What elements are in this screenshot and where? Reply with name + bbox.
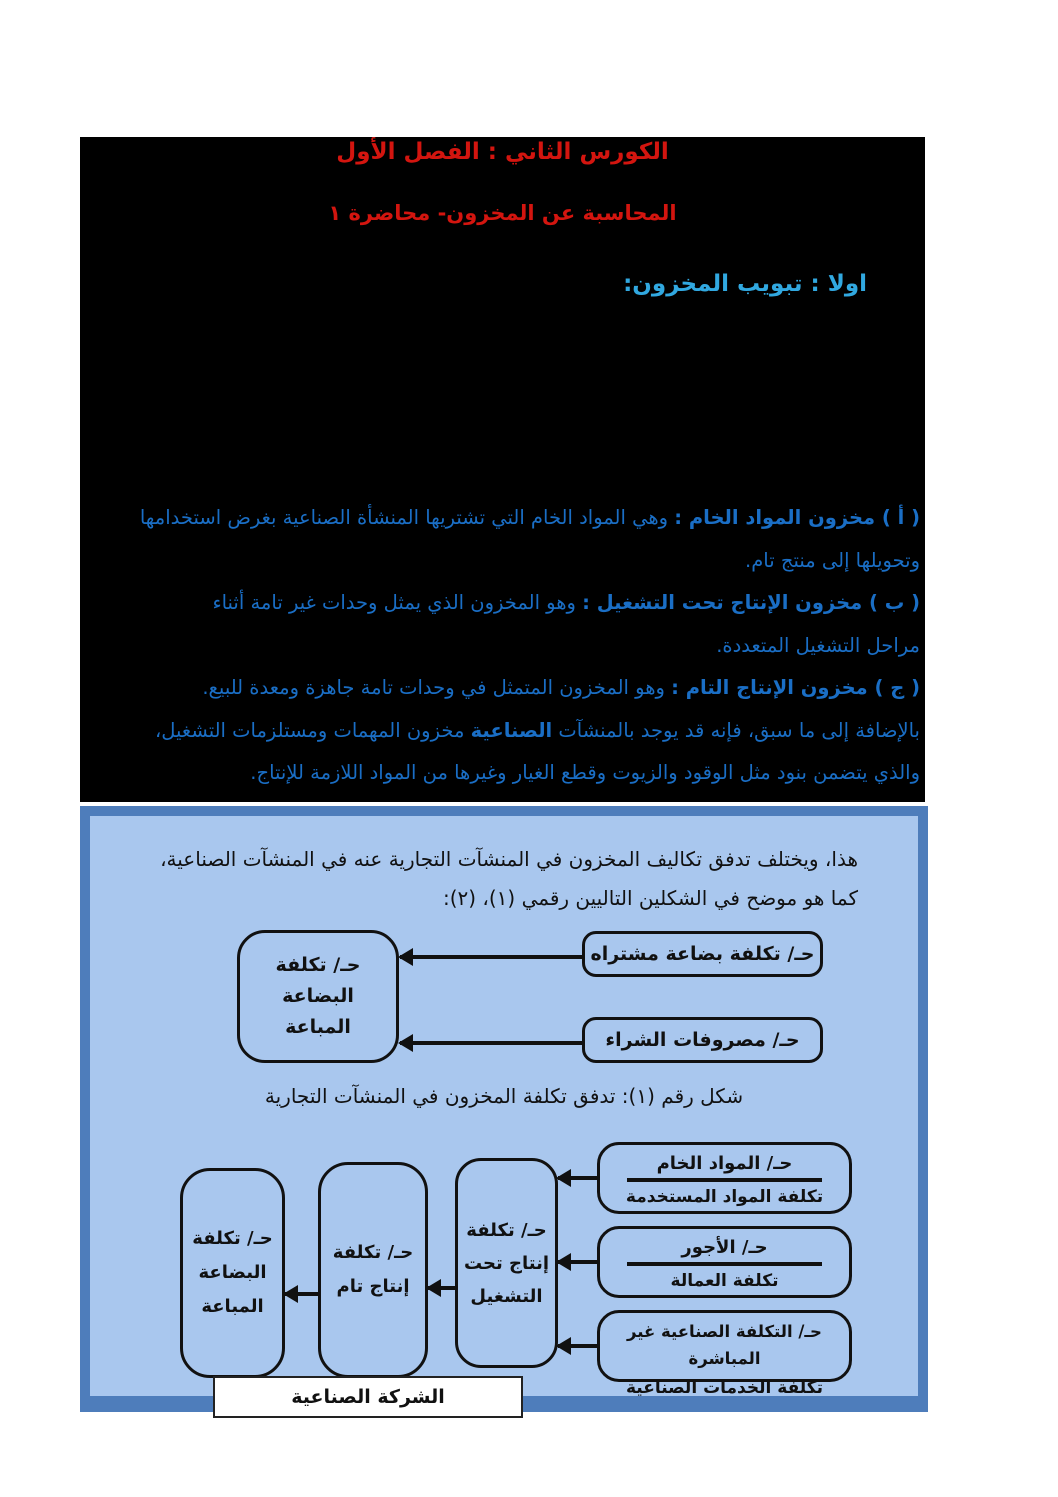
body-line: [94, 540, 920, 583]
body-line: [94, 497, 920, 540]
left-arrow-connector: [400, 955, 582, 959]
body-line-text: وتحويلها إلى منتج تام.: [745, 548, 920, 572]
body-line: [94, 752, 920, 795]
body-line-text: وهي المواد الخام التي تشتريها المنشأة الصناعية بغرض استخدامها: [139, 506, 675, 529]
body-line-text: والذي يتضمن بنود مثل الوقود والزيوت وقطع الغيار وغيرها من المواد اللازمة للإنتاج.: [250, 761, 920, 784]
panel-intro-line1: هذا، ويختلف تدفق تكاليف المخزون في المنشآت التجارية عنه في المنشآت الصناعية،: [160, 847, 858, 871]
panel-intro-paragraph: [130, 840, 858, 918]
fig1-purchased-goods-box: [582, 931, 823, 977]
fig2-wip-line3: التشغيل: [470, 1285, 543, 1307]
body-line-text: مراحل التشغيل المتعددة.: [716, 633, 920, 657]
course-title: الكورس الثاني : الفصل الأول: [336, 139, 669, 165]
section-heading: اولا : تبويب المخزون:: [623, 271, 867, 297]
fig1-caption: شكل رقم (١): تدفق تكلفة المخزون في المنشآت التجارية: [264, 1084, 744, 1108]
body-line-bold-lead: ( ج ) مخزون الإنتاج التام :: [671, 676, 920, 699]
left-arrow-connector: [558, 1344, 597, 1348]
body-line-text: بالإضافة إلى ما سبق، فإنه قد يوجد بالمنشآت: [552, 718, 920, 742]
body-line: [94, 582, 920, 625]
fig2-wages-title: حـ/ الأجور: [681, 1237, 768, 1258]
body-line-bold-lead: ( أ ) مخزون المواد الخام :: [674, 506, 920, 529]
body-line-bold-word: الصناعية: [470, 718, 553, 742]
fig2-wages-box: [597, 1226, 852, 1298]
black-text-section: [80, 137, 925, 802]
fig2-overhead-subtitle: تكلفة الخدمات الصناعية: [626, 1378, 824, 1398]
fig1-cogs-line1: حـ/ تكلفة البضاعة: [275, 954, 361, 1007]
fig2-raw-title: حـ/ المواد الخام: [656, 1153, 793, 1174]
industrial-company-label: الشركة الصناعية: [213, 1376, 523, 1418]
fig2-cost-of-goods-sold-box: [180, 1168, 285, 1378]
fig2-cogs-line1: حـ/ تكلفة: [192, 1228, 273, 1249]
body-line-text: وهو المخزون الذي يمثل وحدات غير تامة أثناء: [212, 591, 583, 614]
fig2-cogs-line2: البضاعة: [198, 1262, 267, 1283]
lecture-title: المحاسبة عن المخزون- محاضرة ١: [328, 201, 677, 225]
body-text: [94, 497, 920, 795]
blue-diagram-panel: [80, 806, 928, 1412]
left-arrow-connector: [428, 1286, 455, 1290]
fig2-finished-line2: إنتاج تام: [336, 1276, 410, 1297]
fig2-finished-line1: حـ/ تكلفة: [332, 1242, 414, 1263]
body-line: [94, 667, 920, 710]
body-line-text: مخزون المهمات ومستلزمات التشغيل،: [154, 718, 471, 742]
fig2-wip-line2: إنتاج تحت: [463, 1252, 550, 1274]
t-account-divider: [627, 1262, 821, 1266]
fig1-purchase-expenses-box: [582, 1017, 823, 1063]
fig2-finished-goods-box: [318, 1162, 428, 1378]
left-arrow-connector: [400, 1041, 582, 1045]
fig2-overhead-title: حـ/ التكلفة الصناعية غير المباشرة: [627, 1322, 822, 1368]
fig2-indirect-overhead-box: [597, 1310, 852, 1398]
fig1-cogs-line2: المباعة: [285, 1016, 351, 1038]
left-arrow-connector: [285, 1292, 318, 1296]
panel-intro-line2: كما هو موضح في الشكلين التاليين رقمي (١)، (٢):: [442, 886, 858, 910]
fig1-expenses-label: حـ/ مصروفات الشراء: [605, 1029, 800, 1051]
body-line: [94, 710, 920, 753]
fig1-cost-of-goods-sold-box: [237, 930, 399, 1063]
fig2-wages-subtitle: تكلفة العمالة: [670, 1271, 779, 1291]
left-arrow-connector: [558, 1176, 597, 1180]
body-line: [94, 625, 920, 668]
fig1-purchased-label: حـ/ تكلفة بضاعة مشتراه: [590, 943, 815, 965]
fig2-raw-subtitle: تكلفة المواد المستخدمة: [625, 1187, 824, 1207]
fig2-work-in-process-box: [455, 1158, 558, 1368]
left-arrow-connector: [558, 1260, 597, 1264]
body-line-bold-lead: ( ب ) مخزون الإنتاج تحت التشغيل :: [582, 591, 920, 614]
fig2-wip-line1: حـ/ تكلفة: [466, 1219, 547, 1241]
t-account-divider: [627, 1178, 821, 1182]
fig2-raw-materials-box: [597, 1142, 852, 1214]
fig2-cogs-line3: المباعة: [201, 1296, 264, 1317]
body-line-text: وهو المخزون المتمثل في وحدات تامة جاهزة ومعدة للبيع.: [202, 676, 672, 699]
